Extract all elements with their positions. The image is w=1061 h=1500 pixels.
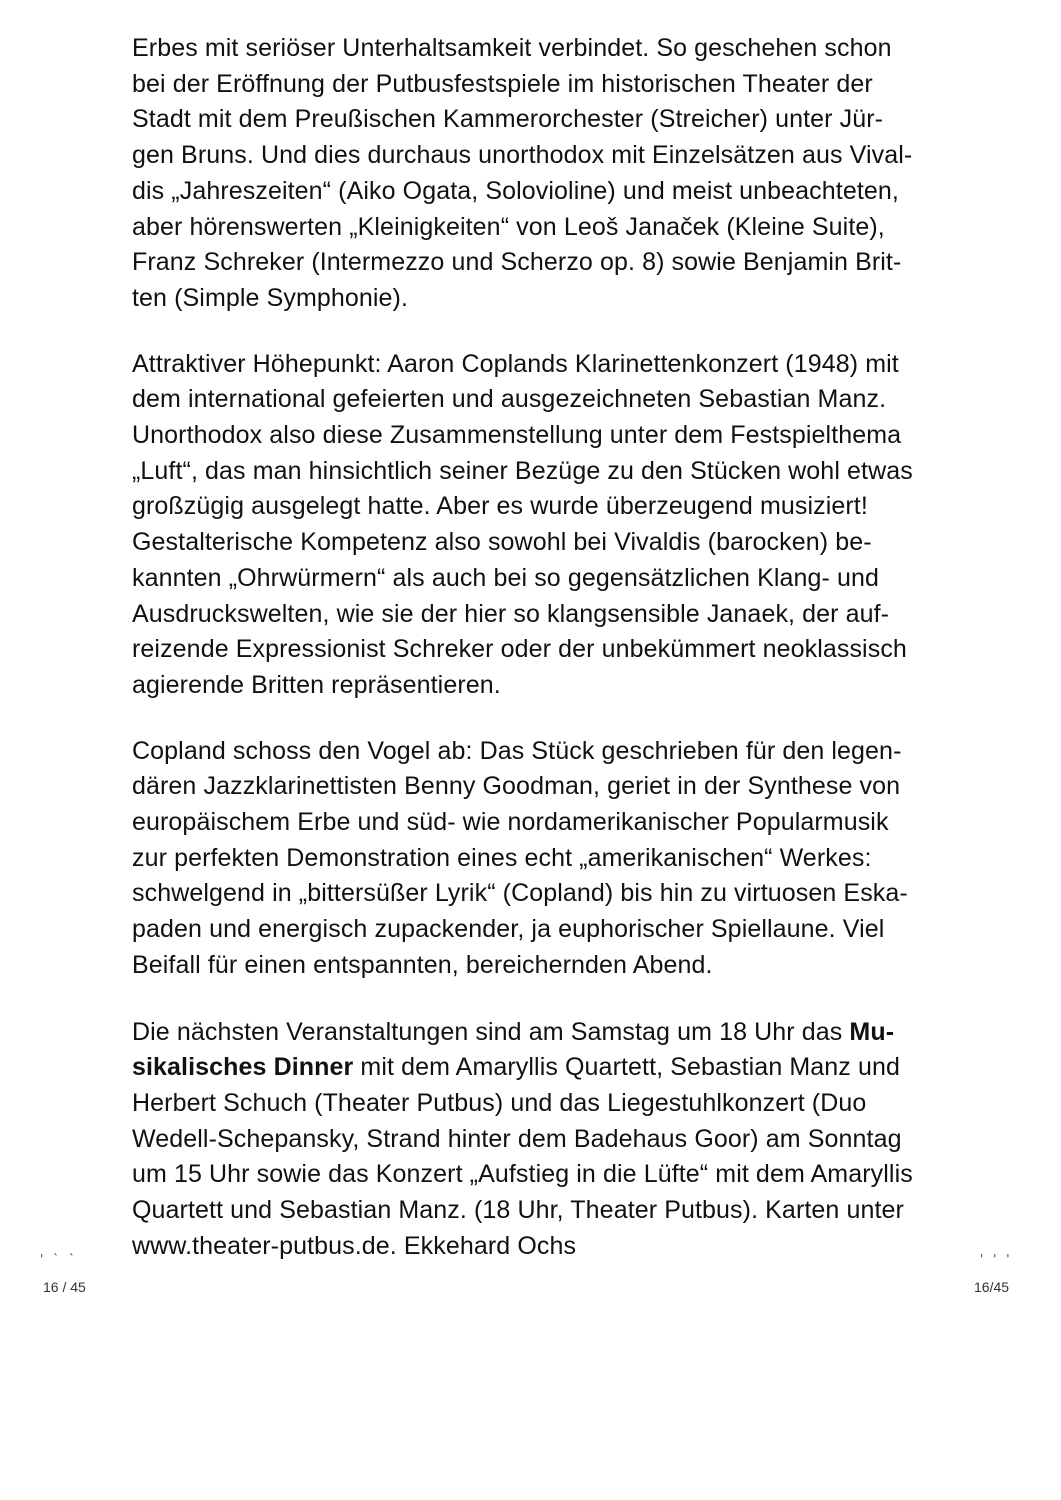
text-line: Franz Schreker (Intermezzo und Scherzo op. 8) sowie Benjamin Brit- xyxy=(132,248,902,277)
text-line: ten (Simple Symphonie). xyxy=(132,283,409,312)
text-line xyxy=(132,1050,932,1086)
text-line: www.theater-putbus.de. Ekkehard Ochs xyxy=(132,1231,577,1260)
text-line: Wedell-Schepansky, Strand hinter dem Badehaus Goor) am Sonntag xyxy=(132,1124,902,1153)
text-line: bei der Eröffnung der Putbusfestspiele im historischen Theater der xyxy=(132,69,873,98)
event-title-bold: sikalisches Dinner xyxy=(132,1053,354,1082)
paragraph-3 xyxy=(132,734,932,984)
text-line: dis „Jahreszeiten“ (Aiko Ogata, Solovioline) und meist unbeachteten, xyxy=(132,176,899,205)
text-line: Gestalterische Kompetenz also sowohl bei Vivaldis (barocken) be- xyxy=(132,528,872,557)
text-line: europäischem Erbe und süd- wie nordamerikanischer Popularmusik xyxy=(132,808,889,837)
text-line: kannten „Ohrwürmern“ als auch bei so gegensätzlichen Klang- und xyxy=(132,563,879,592)
corner-mark-left: ' ` ` xyxy=(40,1252,78,1266)
page-number-left: 16 / 45 xyxy=(43,1279,86,1295)
text-line: Attraktiver Höhepunkt: Aaron Coplands Klarinettenkonzert (1948) mit xyxy=(132,349,899,378)
text-line: um 15 Uhr sowie das Konzert „Aufstieg in die Lüfte“ mit dem Amaryllis xyxy=(132,1160,913,1189)
text-line: Erbes mit seriöser Unterhaltsamkeit verbindet. So geschehen schon xyxy=(132,34,892,62)
paragraph-spacer xyxy=(132,704,932,734)
text-line: agierende Britten repräsentieren. xyxy=(132,670,501,699)
text-line: Quartett und Sebastian Manz. (18 Uhr, Theater Putbus). Karten unter xyxy=(132,1196,904,1225)
paragraph-spacer xyxy=(132,317,932,347)
text-line: Beifall für einen entspannten, bereichernden Abend. xyxy=(132,950,713,979)
text-line: großzügig ausgelegt hatte. Aber es wurde überzeugend musiziert! xyxy=(132,492,868,521)
text-line: Ausdruckswelten, wie sie der hier so klangsensible Janaek, der auf- xyxy=(132,599,890,628)
text-line: schwelgend in „bittersüßer Lyrik“ (Copland) bis hin zu virtuosen Eska- xyxy=(132,879,908,908)
page-number-right: 16/45 xyxy=(974,1279,1010,1295)
text-line: paden und energisch zupackender, ja euphorischer Spiellaune. Viel xyxy=(132,915,885,944)
text-line: Stadt mit dem Preußischen Kammerorchester (Streicher) unter Jür- xyxy=(132,105,884,134)
text-line: dären Jazzklarinettisten Benny Goodman, geriet in der Synthese von xyxy=(132,772,901,801)
text-line: reizende Expressionist Schreker oder der unbekümmert neoklassisch xyxy=(132,635,907,664)
text-line: „Luft“, das man hinsichtlich seiner Bezüge zu den Stücken wohl etwas xyxy=(132,456,913,485)
corner-mark-right: ' ' ' xyxy=(980,1252,1013,1266)
event-title-bold: Mu- xyxy=(849,1017,895,1046)
text-line: aber hörenswerten „Kleinigkeiten“ von Leoš Janaček (Kleine Suite), xyxy=(132,212,885,241)
text-line: gen Bruns. Und dies durchaus unorthodox mit Einzelsätzen aus Vival- xyxy=(132,141,913,170)
text-line: Unorthodox also diese Zusammenstellung unter dem Festspielthema xyxy=(132,421,902,450)
paragraph-2 xyxy=(132,347,932,704)
text-line: dem international gefeierten und ausgezeichneten Sebastian Manz. xyxy=(132,385,887,414)
text-line: Copland schoss den Vogel ab: Das Stück geschrieben für den legen- xyxy=(132,736,902,765)
paragraph-1 xyxy=(132,31,932,317)
text-line: zur perfekten Demonstration eines echt „amerikanischen“ Werkes: xyxy=(132,843,872,872)
text-line xyxy=(132,1015,932,1051)
text-run: mit dem Amaryllis Quartett, Sebastian Manz und xyxy=(353,1053,900,1082)
paragraph-4 xyxy=(132,1015,932,1265)
paragraph-spacer xyxy=(132,984,932,1015)
text-line: Herbert Schuch (Theater Putbus) und das Liegestuhlkonzert (Duo xyxy=(132,1088,867,1117)
article-body xyxy=(132,31,932,1265)
text-run: Die nächsten Veranstaltungen sind am Samstag um 18 Uhr das xyxy=(132,1017,850,1046)
